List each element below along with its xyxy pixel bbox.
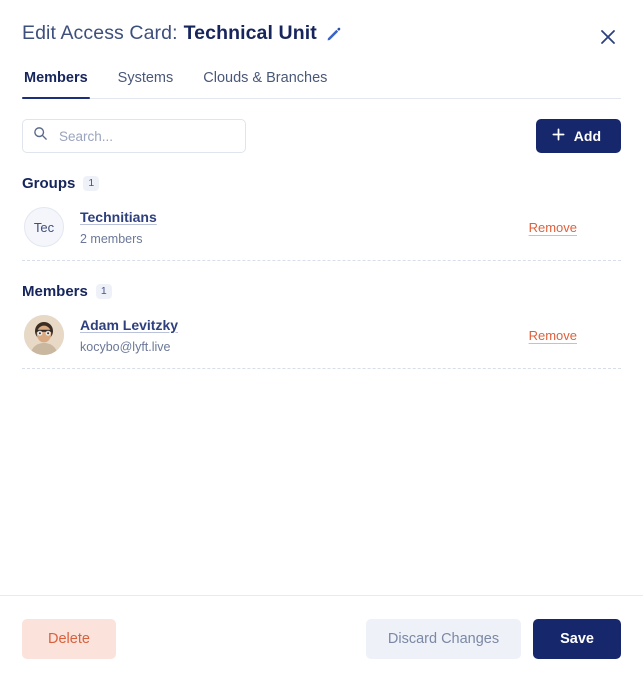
group-name-link[interactable]: Technitians — [80, 208, 157, 225]
avatar — [24, 315, 64, 355]
groups-count-badge: 1 — [83, 176, 99, 191]
members-count-badge: 1 — [96, 284, 112, 299]
remove-group-link[interactable]: Remove — [528, 219, 577, 235]
groups-section-title: Groups — [22, 175, 76, 192]
dialog-footer — [0, 595, 643, 681]
search-input[interactable] — [57, 128, 235, 145]
group-member-count: 2 members — [80, 231, 143, 246]
members-section-header — [22, 283, 621, 300]
table-row — [22, 194, 621, 261]
tab-members[interactable]: Members — [22, 64, 90, 98]
search-box[interactable] — [22, 119, 246, 153]
row-texts — [80, 317, 529, 354]
delete-button[interactable]: Delete — [22, 619, 116, 659]
members-section-title: Members — [22, 283, 88, 300]
discard-changes-button[interactable]: Discard Changes — [366, 619, 521, 659]
groups-section-header — [22, 175, 621, 192]
remove-member-link[interactable]: Remove — [528, 327, 577, 343]
add-button[interactable] — [536, 119, 621, 153]
tab-systems[interactable]: Systems — [117, 70, 174, 86]
tab-bar — [22, 64, 621, 99]
row-texts — [80, 209, 529, 246]
close-icon[interactable] — [595, 24, 621, 50]
page-title — [22, 22, 595, 45]
plus-icon — [552, 128, 565, 144]
toolbar — [22, 119, 621, 153]
member-email: kocybo@lyft.live — [80, 339, 171, 354]
avatar: Tec — [24, 207, 64, 247]
table-row — [22, 302, 621, 369]
member-name-link[interactable]: Adam Levitzky — [80, 316, 179, 333]
search-icon — [33, 126, 48, 146]
page-title-prefix: Edit Access Card: — [22, 22, 178, 44]
tab-clouds-branches[interactable]: Clouds & Branches — [203, 70, 328, 86]
pencil-icon[interactable] — [326, 26, 342, 42]
footer-actions — [366, 619, 621, 659]
page-title-name: Technical Unit — [183, 22, 317, 44]
members-panel — [0, 153, 643, 595]
save-button[interactable]: Save — [533, 619, 621, 659]
dialog-header — [0, 0, 643, 50]
add-button-label: Add — [573, 128, 601, 144]
